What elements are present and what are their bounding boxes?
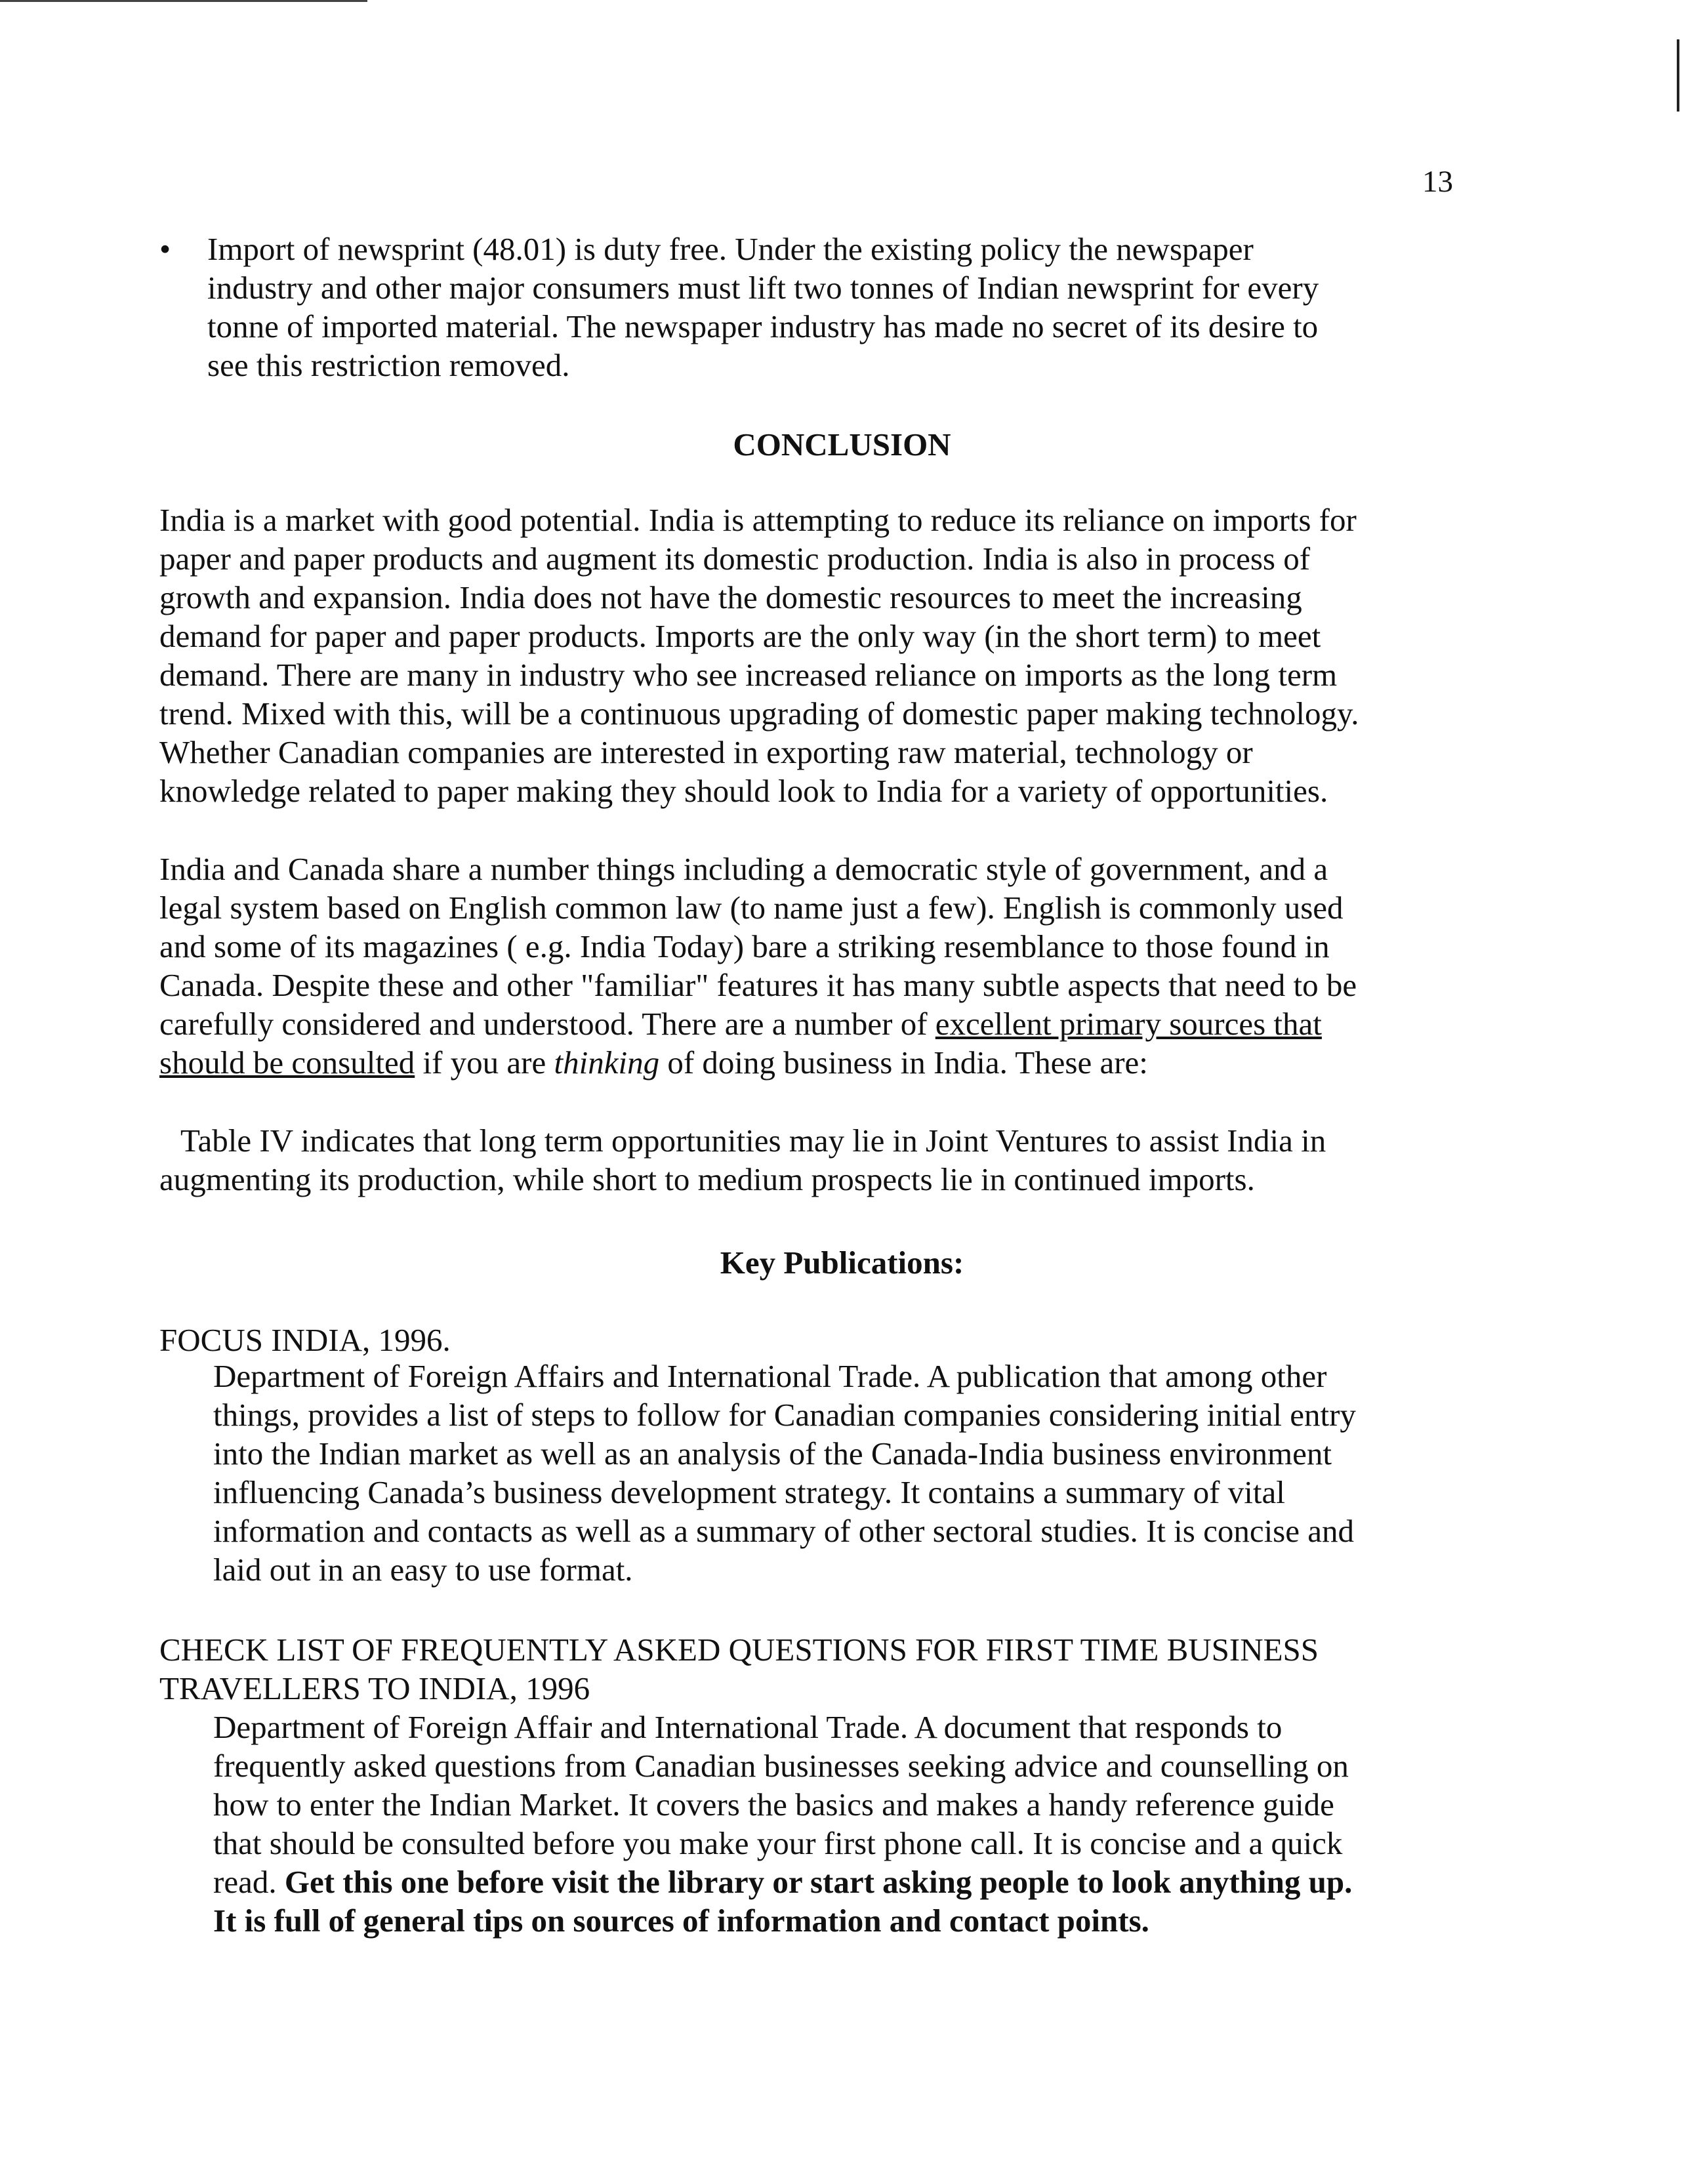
text-line: TRAVELLERS TO INDIA, 1996 bbox=[159, 1670, 590, 1706]
text-line: Department of Foreign Affairs and International Trade. A publication that among other bbox=[213, 1358, 1327, 1394]
text-line: information and contacts as well as a summary of other sectoral studies. It is concise and bbox=[213, 1513, 1354, 1549]
text-line: India and Canada share a number things including a democratic style of government, and a bbox=[159, 851, 1328, 887]
table-iv-paragraph bbox=[159, 1121, 1499, 1199]
bullet-icon: • bbox=[159, 231, 171, 267]
text-line: Import of newsprint (48.01) is duty free. Under the existing policy the newspaper bbox=[207, 231, 1254, 267]
italic-text: thinking bbox=[554, 1044, 660, 1081]
text-line: things, provides a list of steps to follow for Canadian companies considering initial entry bbox=[213, 1397, 1356, 1433]
bold-text-line: It is full of general tips on sources of information and contact points. bbox=[213, 1903, 1149, 1939]
text-segment: read. bbox=[213, 1864, 285, 1900]
text-line: how to enter the Indian Market. It covers the basics and makes a handy reference guide bbox=[213, 1786, 1334, 1823]
text-line bbox=[159, 1043, 1478, 1082]
text-line bbox=[213, 1863, 1479, 1901]
text-segment: of doing business in India. These are: bbox=[659, 1044, 1148, 1081]
text-segment: if you are bbox=[415, 1044, 554, 1081]
text-line: Canada. Despite these and other "familiar" features it has many subtle aspects that need to be bbox=[159, 967, 1357, 1003]
text-line: demand. There are many in industry who see increased reliance on imports as the long term bbox=[159, 657, 1338, 693]
publication-checklist-title bbox=[159, 1630, 1478, 1708]
text-line: Table IV indicates that long term opportunities may lie in Joint Ventures to assist India in bbox=[180, 1123, 1326, 1159]
publication-focus-india-title: FOCUS INDIA, 1996. bbox=[159, 1322, 451, 1358]
conclusion-paragraph-2 bbox=[159, 850, 1478, 1082]
text-line: CHECK LIST OF FREQUENTLY ASKED QUESTIONS FOR FIRST TIME BUSINESS bbox=[159, 1632, 1319, 1668]
bullet-text bbox=[207, 230, 1454, 384]
text-line: growth and expansion. India does not have the domestic resources to meet the increasing bbox=[159, 579, 1302, 615]
text-line: see this restriction removed. bbox=[207, 347, 570, 383]
text-line: that should be consulted before you make your first phone call. It is concise and a quick bbox=[213, 1825, 1343, 1861]
text-line: Department of Foreign Affair and International Trade. A document that responds to bbox=[213, 1709, 1283, 1745]
conclusion-heading: CONCLUSION bbox=[733, 426, 951, 463]
text-line: and some of its magazines ( e.g. India Today) bare a striking resemblance to those found in bbox=[159, 928, 1330, 964]
text-line: laid out in an easy to use format. bbox=[213, 1552, 633, 1588]
publication-checklist-description bbox=[213, 1708, 1479, 1940]
text-line bbox=[159, 1004, 1478, 1043]
text-segment: carefully considered and understood. There are a number of bbox=[159, 1006, 935, 1042]
text-line: into the Indian market as well as an analysis of the Canada-India business environment bbox=[213, 1435, 1332, 1472]
scan-artifact-right-edge bbox=[1677, 39, 1679, 112]
text-line: frequently asked questions from Canadian businesses seeking advice and counselling on bbox=[213, 1748, 1349, 1784]
underlined-text: should be consulted bbox=[159, 1044, 415, 1081]
text-line: industry and other major consumers must lift two tonnes of Indian newsprint for every bbox=[207, 270, 1319, 306]
text-line: demand for paper and paper products. Imports are the only way (in the short term) to meet bbox=[159, 618, 1321, 654]
text-line: knowledge related to paper making they should look to India for a variety of opportunities. bbox=[159, 773, 1328, 809]
publication-focus-india-description bbox=[213, 1357, 1479, 1589]
text-line: legal system based on English common law (to name just a few). English is commonly used bbox=[159, 890, 1344, 926]
text-line: tonne of imported material. The newspaper industry has made no secret of its desire to bbox=[207, 308, 1319, 344]
conclusion-paragraph-1 bbox=[159, 501, 1478, 810]
bold-text: Get this one before visit the library or start asking people to look anything up. bbox=[284, 1864, 1353, 1900]
text-line: paper and paper products and augment its domestic production. India is also in process of bbox=[159, 541, 1311, 577]
page-number: 13 bbox=[1422, 165, 1453, 199]
text-line: influencing Canada’s business development strategy. It contains a summary of vital bbox=[213, 1474, 1285, 1510]
key-publications-heading: Key Publications: bbox=[720, 1245, 964, 1281]
scan-artifact-top-line bbox=[0, 0, 367, 2]
text-line: augmenting its production, while short to medium prospects lie in continued imports. bbox=[159, 1161, 1255, 1197]
text-line: India is a market with good potential. India is attempting to reduce its reliance on imports for bbox=[159, 502, 1357, 538]
text-line: Whether Canadian companies are interested in exporting raw material, technology or bbox=[159, 734, 1253, 770]
text-line: trend. Mixed with this, will be a continuous upgrading of domestic paper making technology. bbox=[159, 695, 1359, 731]
underlined-text: excellent primary sources that bbox=[935, 1006, 1322, 1042]
